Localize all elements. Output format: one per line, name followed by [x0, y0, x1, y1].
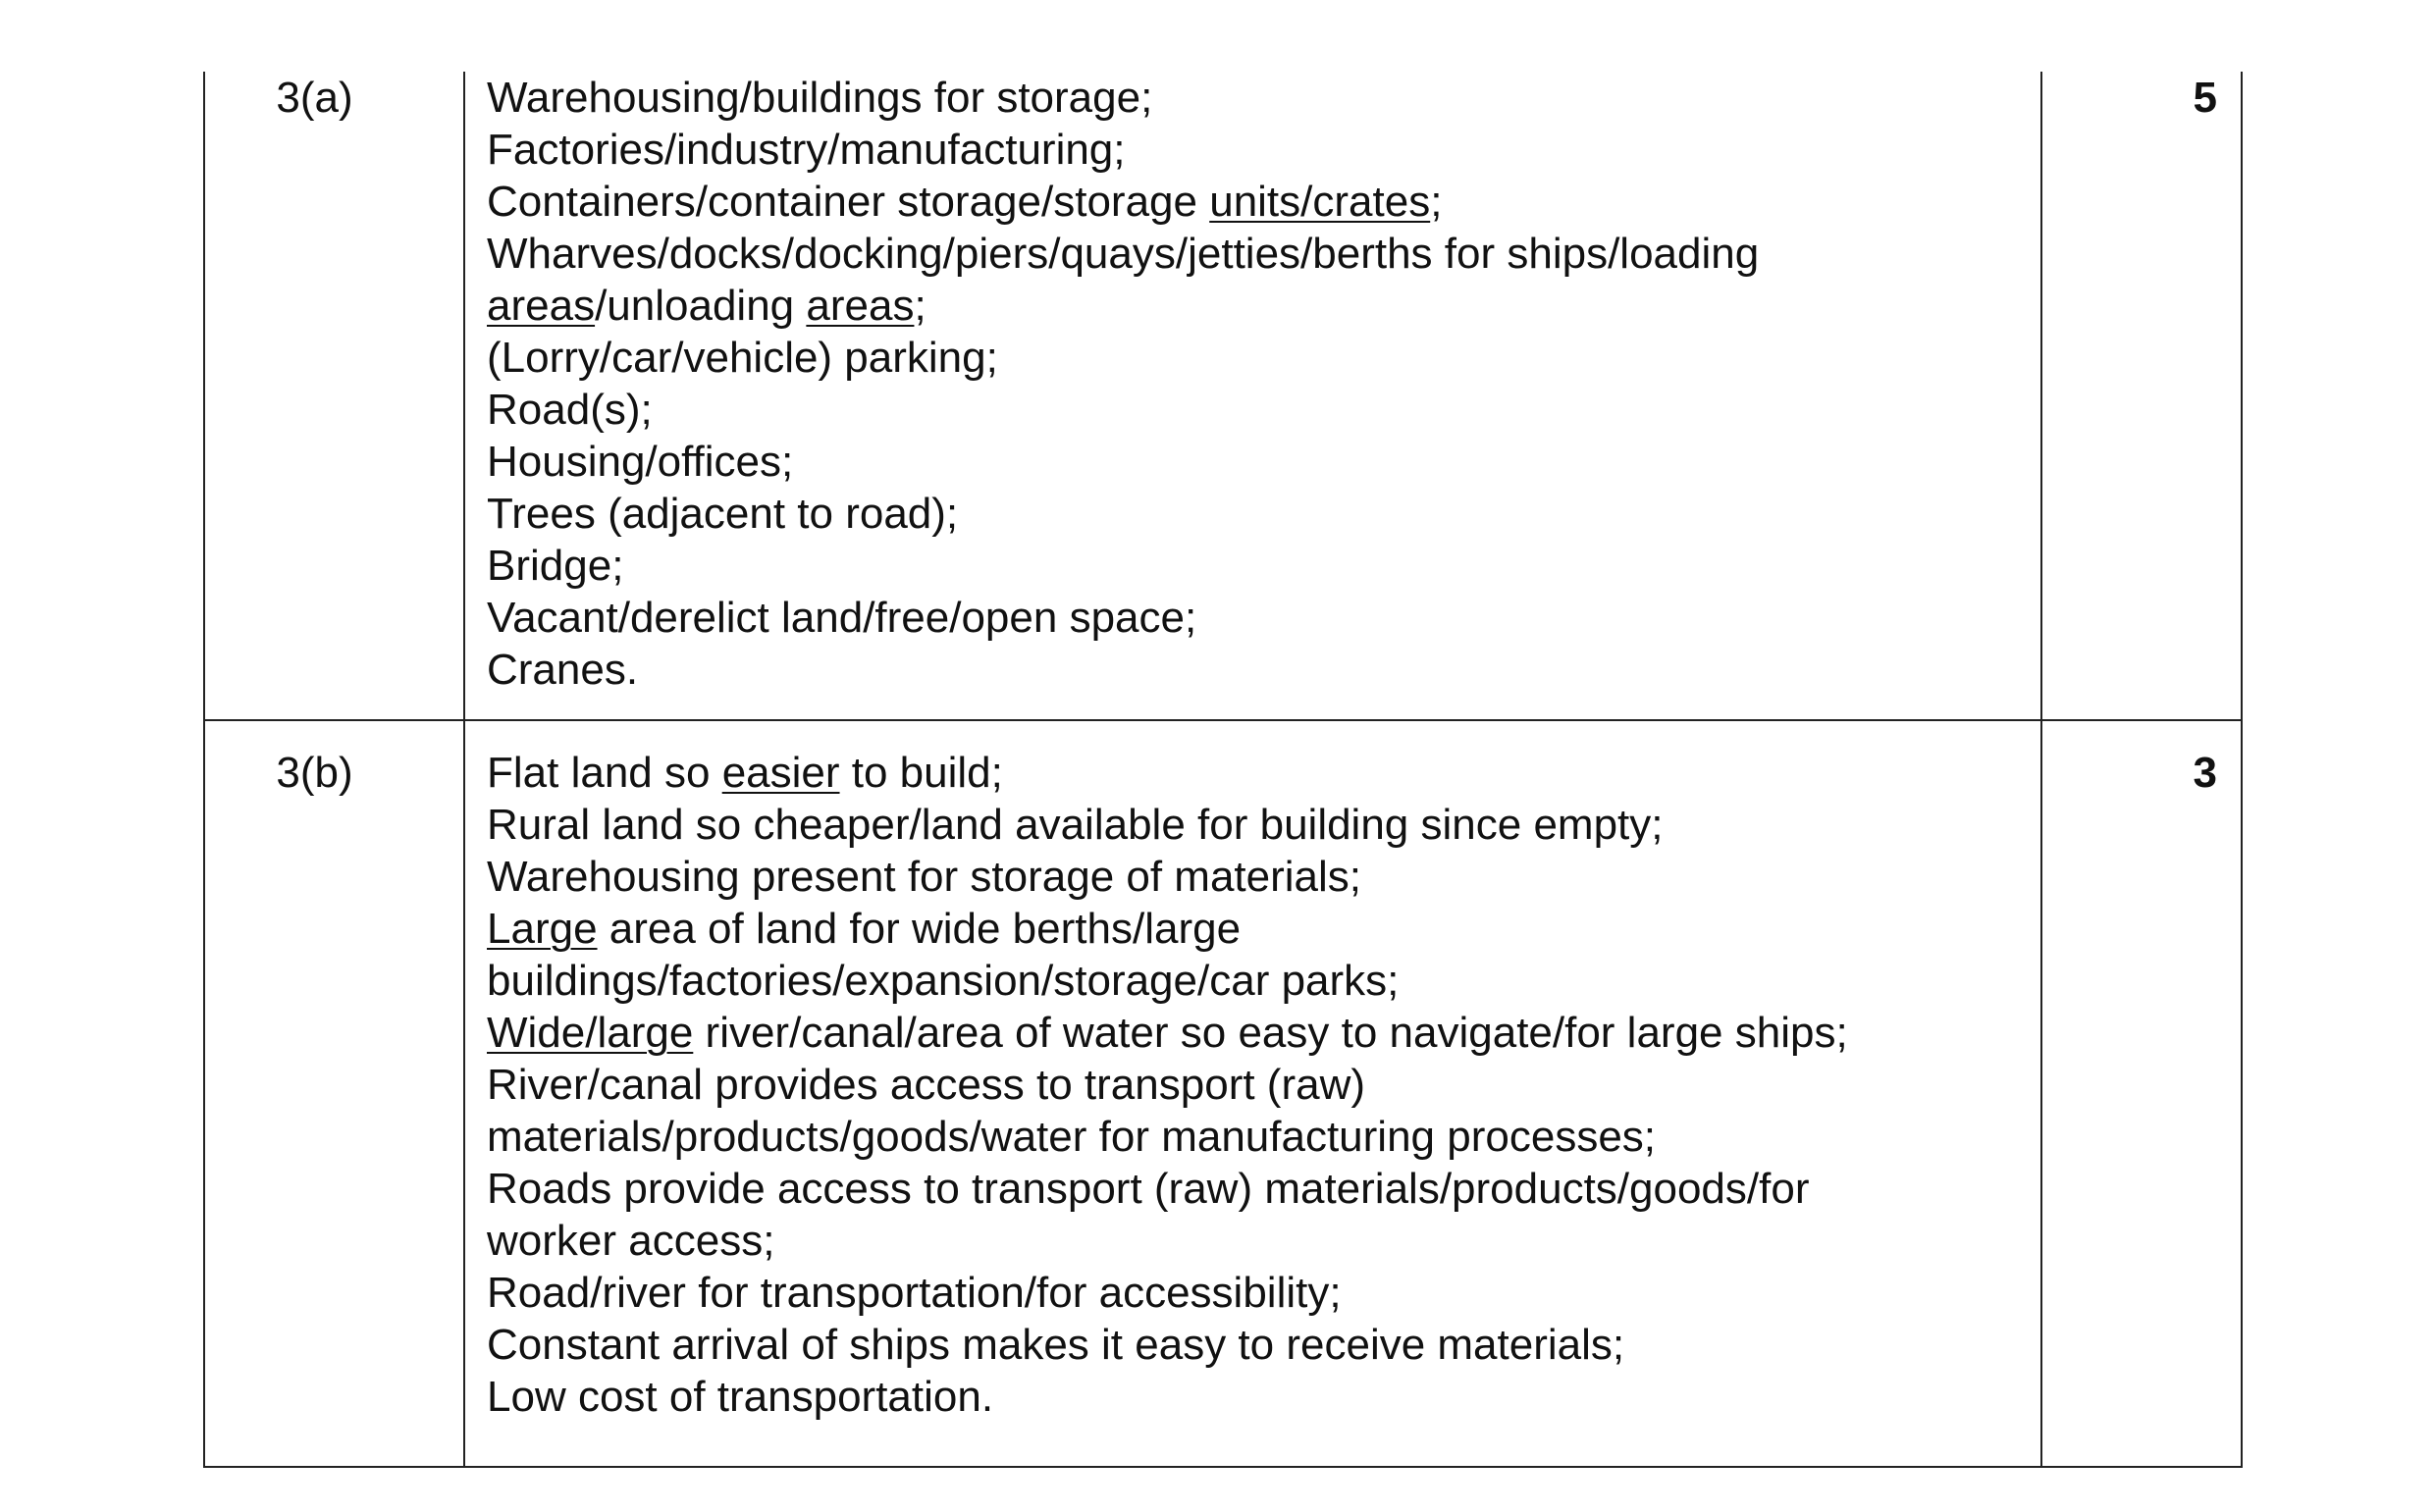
answer-line	[487, 488, 2040, 540]
answer-line	[487, 592, 2040, 644]
answer-text: Low cost of transportation.	[487, 1373, 994, 1421]
answer-line	[487, 955, 2040, 1007]
answer-line	[487, 436, 2040, 488]
answer-line	[487, 644, 2040, 696]
answer-line	[487, 799, 2040, 851]
answer-line	[487, 851, 2040, 903]
answer-text: Road(s);	[487, 386, 653, 434]
marks-value: 3	[2193, 749, 2217, 797]
answer-text: Vacant/derelict land/free/open space;	[487, 594, 1197, 642]
answer-text: to build;	[839, 749, 1003, 797]
answer-line	[487, 332, 2040, 384]
answer-line	[487, 384, 2040, 436]
answer-line	[487, 1163, 2040, 1215]
answer-text: Cranes.	[487, 646, 639, 694]
marks-cell	[2041, 72, 2242, 720]
answer-text: ;	[1430, 178, 1443, 226]
answer-line	[487, 228, 2040, 280]
answer-line	[487, 1059, 2040, 1111]
answer-line	[487, 1371, 2040, 1423]
answer-text: Warehousing present for storage of materials;	[487, 853, 1362, 901]
underlined-text: Large	[487, 905, 598, 953]
answer-text: /unloading	[595, 282, 807, 330]
answer-text: materials/products/goods/water for manufacturing processes;	[487, 1113, 1657, 1161]
answer-text: worker access;	[487, 1217, 775, 1265]
table-row	[204, 720, 2242, 1467]
answer-text: Wharves/docks/docking/piers/quays/jetties/berths for ships/loading	[487, 230, 1760, 278]
answer-text: river/canal/area of water so easy to navigate/for large ships;	[693, 1009, 1848, 1057]
answer-text: Rural land so cheaper/land available for building since empty;	[487, 801, 1664, 849]
answer-line	[487, 124, 2040, 176]
answer-text: buildings/factories/expansion/storage/car parks;	[487, 957, 1400, 1005]
answer-text: Roads provide access to transport (raw) materials/products/goods/for	[487, 1165, 1810, 1213]
answer-line	[487, 280, 2040, 332]
answer-line	[487, 1007, 2040, 1059]
answer-line	[487, 72, 2040, 124]
question-cell	[204, 720, 464, 1467]
answer-text: Constant arrival of ships makes it easy to receive materials;	[487, 1321, 1625, 1369]
answer-line	[487, 1111, 2040, 1163]
marks-cell	[2041, 720, 2242, 1467]
underlined-text: units/crates	[1209, 178, 1431, 226]
answer-line	[487, 1215, 2040, 1267]
answer-text: Bridge;	[487, 542, 624, 590]
answer-text: area of land for wide berths/large	[597, 905, 1242, 953]
answer-text: Warehousing/buildings for storage;	[487, 74, 1153, 122]
answer-text: Road/river for transportation/for accessibility;	[487, 1269, 1342, 1317]
answer-text: Factories/industry/manufacturing;	[487, 126, 1126, 174]
answer-text: ;	[914, 282, 926, 330]
answer-text: Trees (adjacent to road);	[487, 490, 959, 538]
question-cell	[204, 72, 464, 720]
answer-line	[487, 747, 2040, 799]
underlined-text: Wide/large	[487, 1009, 694, 1057]
underlined-text: areas	[806, 282, 915, 330]
underlined-text: easier	[721, 749, 840, 797]
answer-line	[487, 540, 2040, 592]
answer-line	[487, 176, 2040, 228]
answer-cell	[464, 720, 2041, 1467]
table-row	[204, 72, 2242, 720]
answer-line	[487, 903, 2040, 955]
answer-text: Housing/offices;	[487, 438, 794, 486]
answer-cell	[464, 72, 2041, 720]
mark-scheme-table	[203, 72, 2243, 1468]
underlined-text: areas	[487, 282, 596, 330]
answer-text: River/canal provides access to transport (raw)	[487, 1061, 1365, 1109]
answer-line	[487, 1267, 2040, 1319]
answer-text: Flat land so	[487, 749, 722, 797]
answer-text: Containers/container storage/storage	[487, 178, 1210, 226]
question-number: 3(b)	[276, 749, 353, 797]
answer-text: (Lorry/car/vehicle) parking;	[487, 334, 998, 382]
question-number: 3(a)	[276, 74, 353, 122]
marks-value: 5	[2193, 74, 2217, 122]
answer-line	[487, 1319, 2040, 1371]
